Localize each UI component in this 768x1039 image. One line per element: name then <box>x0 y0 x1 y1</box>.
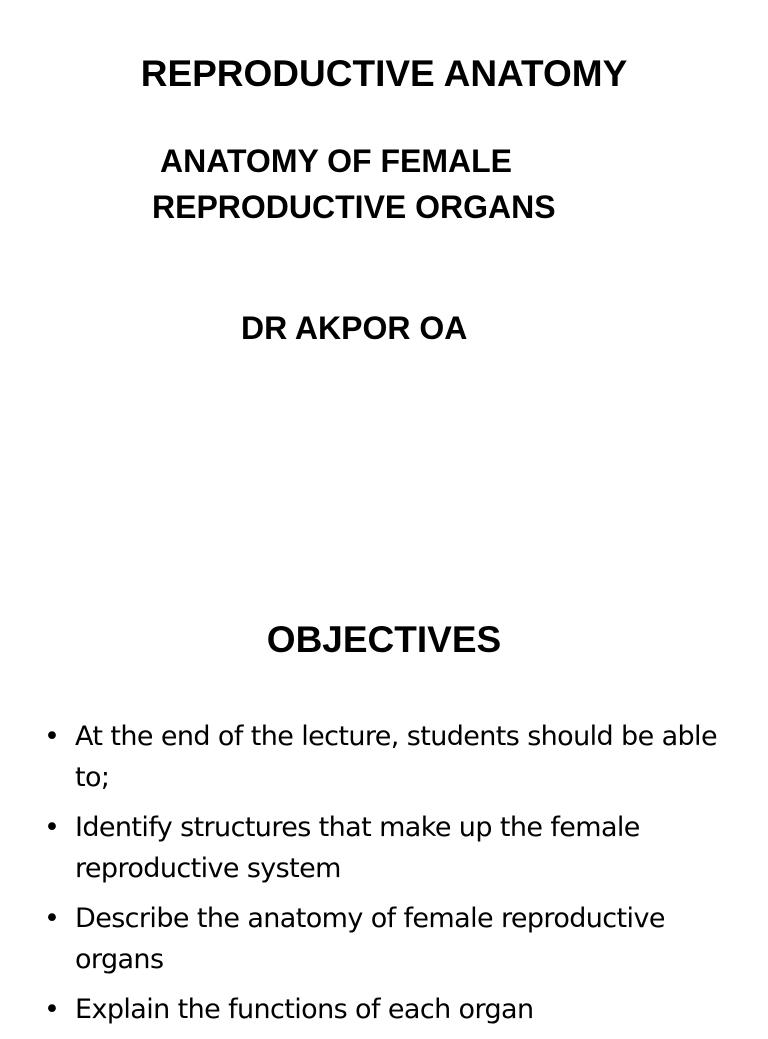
subtitle-line-1: ANATOMY OF FEMALE <box>160 143 512 179</box>
list-item <box>44 898 734 980</box>
bullet-icon: • <box>44 812 60 843</box>
title-slide <box>0 0 768 512</box>
list-item <box>44 716 734 798</box>
objective-text: Describe the anatomy of female reproductive organs <box>75 903 665 975</box>
objectives-heading: OBJECTIVES <box>266 619 502 660</box>
objective-text: At the end of the lecture, students should be able to; <box>75 721 717 793</box>
bullet-icon: • <box>44 994 60 1025</box>
list-item <box>44 807 734 889</box>
subtitle-line-2: REPRODUCTIVE ORGANS <box>152 189 556 225</box>
bullet-icon: • <box>44 903 60 934</box>
objectives-slide <box>0 512 768 1024</box>
objective-text: Explain the functions of each organ <box>75 994 534 1025</box>
objectives-list <box>44 716 734 1039</box>
slide-subtitle <box>0 138 768 230</box>
author-name: DR AKPOR OA <box>241 310 468 346</box>
bullet-icon: • <box>44 721 60 752</box>
objective-text: Identify structures that make up the female reproductive system <box>75 812 640 884</box>
slide-title: REPRODUCTIVE ANATOMY <box>140 53 628 94</box>
